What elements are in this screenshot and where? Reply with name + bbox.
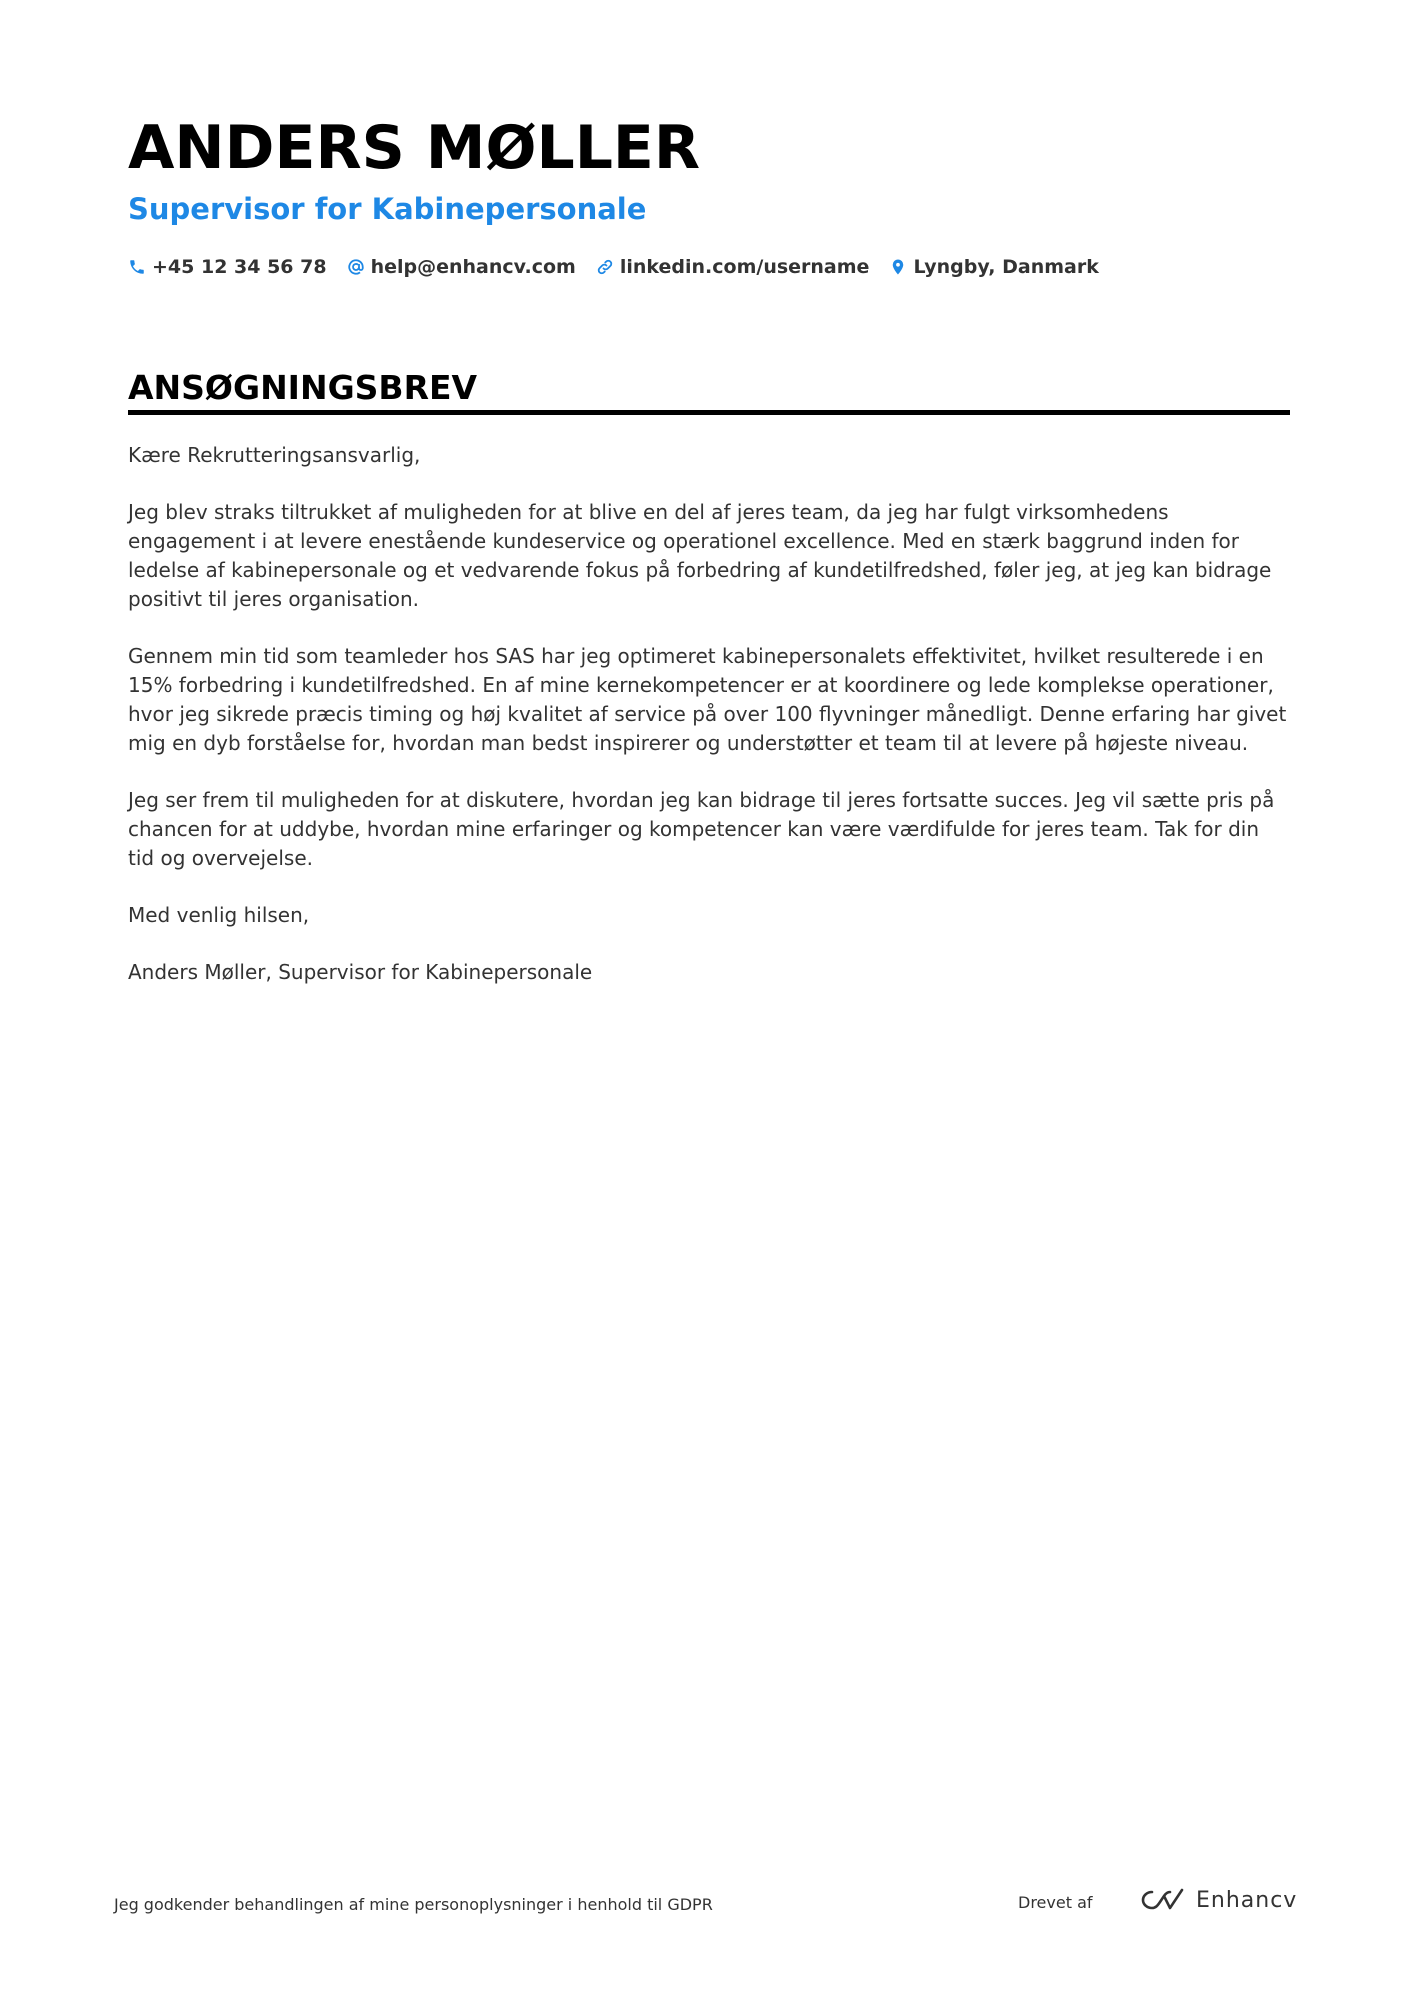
phone-icon (128, 258, 146, 276)
letter-signature: Anders Møller, Supervisor for Kabinepersonale (128, 960, 593, 984)
letter-closing: Med venlig hilsen, (128, 903, 310, 927)
section-title: ANSØGNINGSBREV (128, 368, 478, 407)
link-icon (596, 258, 614, 276)
location: Lyngby, Danmark (913, 256, 1099, 278)
letter-greeting: Kære Rekrutteringsansvarlig, (128, 443, 421, 467)
letter-body (128, 441, 1290, 1015)
phone-number: +45 12 34 56 78 (152, 256, 327, 278)
letter-paragraph-1: Jeg blev straks tiltrukket af muligheden for at blive en del af jeres team, da jeg har fulgt virksomhedens engagement i at levere enestående kundeservice og operationel excellence. Med en stærk baggrund inden for ledelse af kabinepersonale og et vedvarende fokus på forbedring af kundetilfredshed, føler jeg, at jeg kan bidrage positivt til jeres organisation. (128, 500, 1272, 611)
contact-phone (128, 256, 327, 278)
contact-email (347, 256, 576, 278)
contact-linkedin (596, 256, 870, 278)
enhancv-mark-icon (1138, 1886, 1186, 1914)
contact-bar (128, 252, 1119, 282)
at-icon (347, 258, 365, 276)
letter-paragraph-3: Jeg ser frem til muligheden for at diskutere, hvordan jeg kan bidrage til jeres fortsatte succes. Jeg vil sætte pris på chancen for at uddybe, hvordan mine erfaringer og kompetencer kan være værdifulde for jeres team. Tak for din tid og overvejelse. (128, 788, 1275, 870)
section-divider (128, 410, 1290, 415)
job-title: Supervisor for Kabinepersonale (128, 192, 647, 226)
enhancv-logo (1138, 1886, 1297, 1914)
enhancv-wordmark: Enhancv (1196, 1887, 1298, 1913)
gdpr-consent: Jeg godkender behandlingen af mine personoplysninger i henhold til GDPR (114, 1895, 713, 1914)
email-address: help@enhancv.com (370, 256, 576, 278)
contact-location (889, 256, 1098, 278)
linkedin-url: linkedin.com/username (619, 256, 870, 278)
location-pin-icon (889, 258, 907, 276)
powered-by-label: Drevet af (1018, 1893, 1093, 1912)
candidate-name: ANDERS MØLLER (128, 113, 701, 183)
letter-paragraph-2: Gennem min tid som teamleder hos SAS har jeg optimeret kabinepersonalets effektivitet, hvilket resulterede i en 15% forbedring i kundetilfredshed. En af mine kernekompetencer er at koordinere og lede komplekse operationer, hvor jeg sikrede præcis timing og høj kvalitet af service på over 100 flyvninger månedligt. Denne erfaring har givet mig en dyb forståelse for, hvordan man bedst inspirerer og understøtter et team til at levere på højeste niveau. (128, 644, 1287, 755)
